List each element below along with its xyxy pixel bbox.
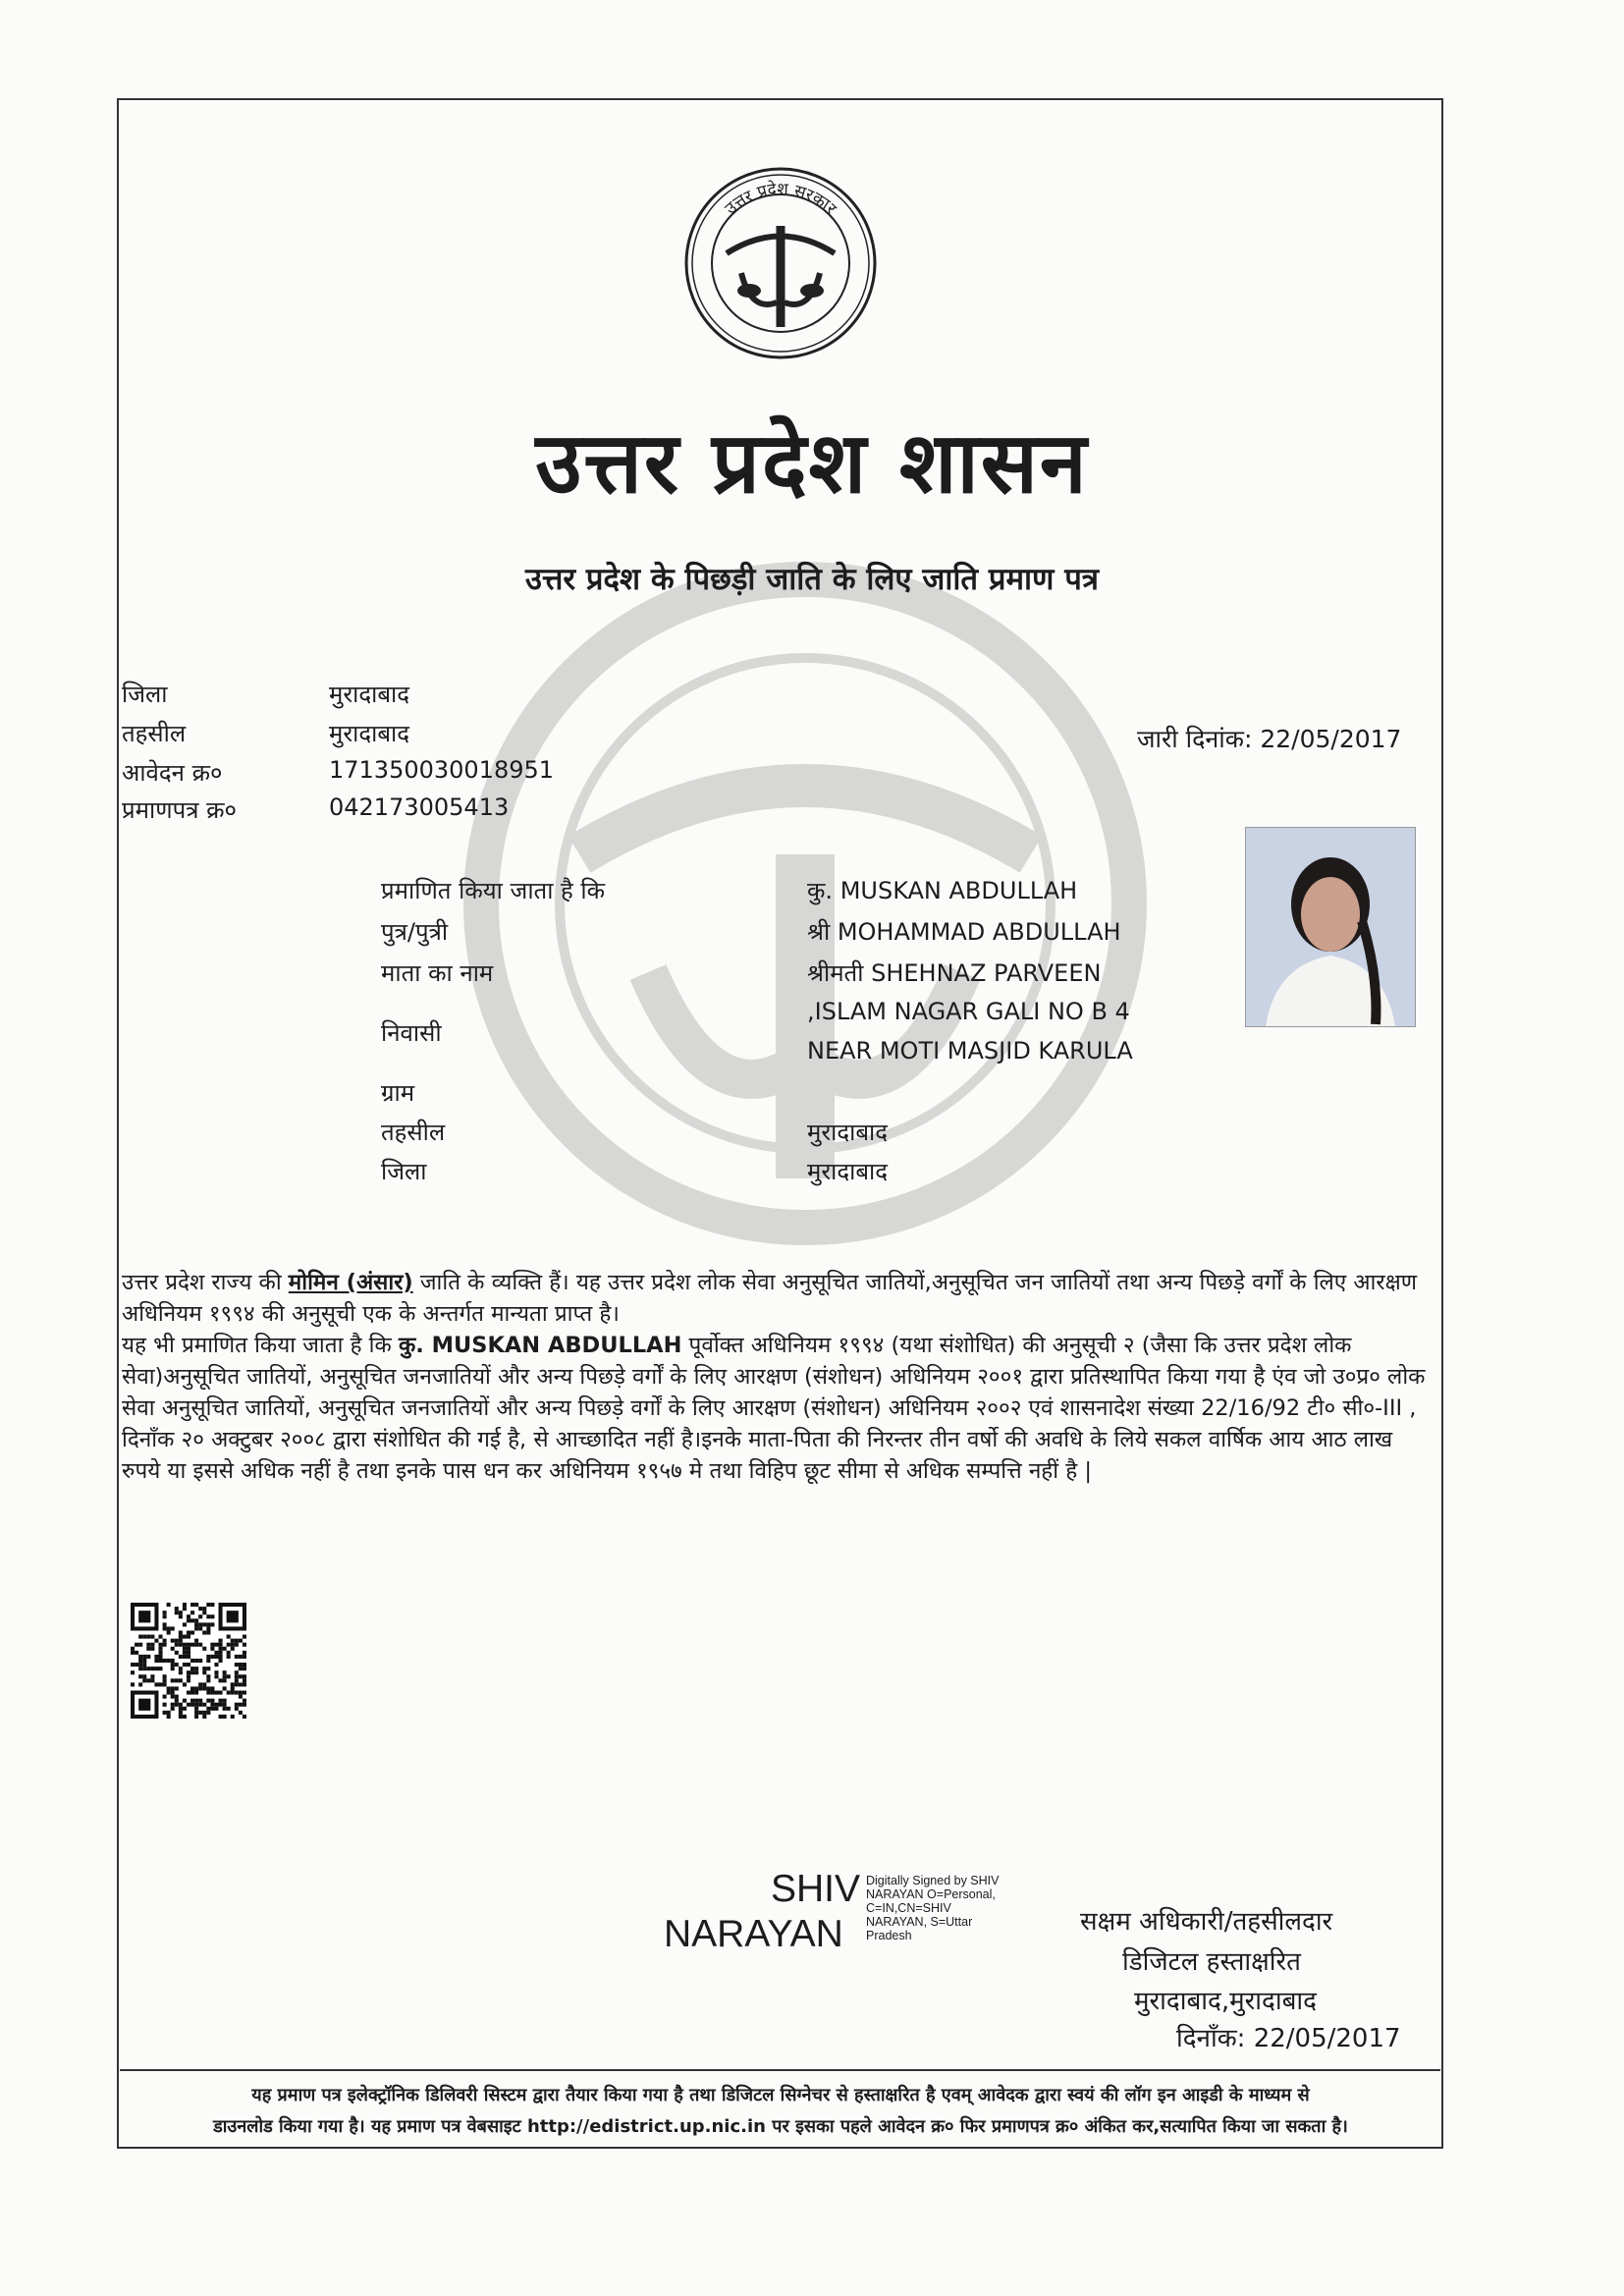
village-label: ग्राम (381, 1079, 415, 1107)
declaration-name: कु. MUSKAN ABDULLAH (398, 1333, 682, 1358)
resident-district-value: मुरादाबाद (807, 1158, 889, 1185)
authority-designation: सक्षम अधिकारी/तहसीलदार (1080, 1907, 1333, 1937)
address-line-1: ,ISLAM NAGAR GALI NO B 4 (807, 998, 1130, 1025)
digital-sign-line: NARAYAN O=Personal, (866, 1887, 996, 1901)
svg-text:उत्तर प्रदेश सरकार: उत्तर प्रदेश सरकार (721, 179, 840, 219)
resident-tehsil-value: मुरादाबाद (807, 1119, 889, 1146)
declaration-paragraph (122, 1330, 1428, 1487)
footer-divider (120, 2069, 1440, 2071)
caste-paragraph-text: जाति के व्यक्ति हैं। यह उत्तर प्रदेश लोक सेवा अनुसूचित जातियों,अनुसूचित जन जातियों तथा अन्य पिछड़े वर्गों के लिए आरक्षण अधिनियम १९९४ की अनुसूची एक के अन्तर्गत मान्यता प्राप्त है। (122, 1270, 1417, 1327)
resident-tehsil-label: तहसील (381, 1119, 446, 1146)
resident-district-label: जिला (381, 1158, 427, 1185)
digital-signature-details (866, 1874, 999, 1942)
signer-name-line-2: NARAYAN (664, 1913, 843, 1955)
issue-date (1137, 722, 1401, 755)
digital-sign-line: NARAYAN, S=Uttar (866, 1915, 973, 1929)
issue-date-value: 22/05/2017 (1260, 725, 1402, 753)
digital-sign-line: Digitally Signed by SHIV (866, 1874, 1000, 1887)
footer-line-2: डाउनलोड किया गया है। यह प्रमाण पत्र वेबसाइट http://edistrict.up.nic.in पर इसका पहले आवेदन क्र० फिर प्रमाणपत्र क्र० अंकित कर,सत्यापित किया जा सकता है। (213, 2116, 1348, 2137)
authority-location: मुरादाबाद,मुरादाबाद (1134, 1987, 1317, 2016)
district-value: मुरादाबाद (329, 681, 410, 708)
digital-sign-line: Pradesh (866, 1929, 912, 1942)
signature-date-value: 22/05/2017 (1253, 2024, 1401, 2053)
district-label: जिला (122, 681, 168, 708)
up-government-emblem (682, 165, 879, 361)
signature-date-label: दिनाँक: (1176, 2024, 1246, 2053)
page-title: उत्तर प्रदेश शासन (535, 413, 1089, 513)
certificate-body (122, 1267, 1428, 1487)
resident-label: निवासी (381, 1019, 442, 1047)
issue-date-label: जारी दिनांक: (1137, 725, 1253, 753)
certificate-number-label: प्रमाणपत्र क्र० (122, 796, 237, 824)
qr-code (131, 1603, 246, 1719)
tehsil-value: मुरादाबाद (329, 720, 410, 747)
application-number: 171350030018951 (329, 756, 555, 784)
application-label: आवेदन क्र० (122, 759, 223, 787)
signer-name-line-1: SHIV (771, 1868, 861, 1910)
caste-name: मोमिन (अंसार) (288, 1270, 413, 1295)
applicant-photo (1245, 827, 1416, 1027)
footer-note (128, 2080, 1434, 2143)
applicant-name: कु. MUSKAN ABDULLAH (807, 877, 1078, 904)
father-name: श्री MOHAMMAD ABDULLAH (807, 918, 1121, 946)
declaration-text: पूर्वोक्त अधिनियम १९९४ (यथा संशोधित) की अनुसूची २ (जैसा कि उत्तर प्रदेश लोक सेवा)अनुसूचित जातियों, अनुसूचित जनजातियों और अन्य पिछड़े वर्गों के लिए आरक्षण (संशोधन) अधिनियम २००१ द्वारा प्रतिस्थापित किया गया है एंव जो उ०प्र० लोक सेवा अनुसूचित जातियों, अनुसूचित जनजातियों और अन्य पिछड़े वर्गों के लिए आरक्षण (संशोधन) अधिनियम २००२ एवं शासनादेश संख्या 22/16/92 टी० सी०-III , दिनाँक २० अक्टुबर २००८ द्वारा संशोधित की गई है, से आच्छादित नहीं है।इनके माता-पिता की निरन्तर तीन वर्षो की अवधि के लिये सकल वार्षिक आय आठ लाख रुपये या इससे अधिक नहीं है तथा इनके पास धन कर अधिनियम १९५७ मे तथा विहिप छूट सीमा से अधिक सम्पत्ति नहीं है | (122, 1333, 1426, 1484)
declaration-intro: यह भी प्रमाणित किया जाता है कि (122, 1333, 399, 1358)
signature-date (1176, 2019, 1401, 2054)
certificate-number: 042173005413 (329, 793, 510, 821)
mother-name: श्रीमती SHEHNAZ PARVEEN (807, 959, 1102, 987)
digital-sign-line: C=IN,CN=SHIV (866, 1901, 951, 1915)
certificate-subtitle: उत्तर प्रदेश के पिछड़ी जाति के लिए जाति प्रमाण पत्र (525, 562, 1099, 597)
footer-line-1: यह प्रमाण पत्र इलेक्ट्रॉनिक डिलिवरी सिस्टम द्वारा तैयार किया गया है तथा डिजिटल सिग्नेचर से हस्ताक्षरित है एवम् आवेदक द्वारा स्वयं की लॉग इन आइडी के माध्यम से (251, 2085, 1310, 2105)
caste-paragraph (122, 1267, 1428, 1330)
certified-label: प्रमाणित किया जाता है कि (381, 877, 606, 904)
caste-paragraph-intro: उत्तर प्रदेश राज्य की (122, 1270, 289, 1295)
address-line-2: NEAR MOTI MASJID KARULA (807, 1037, 1133, 1065)
mother-label: माता का नाम (381, 959, 494, 987)
child-of-label: पुत्र/पुत्री (381, 918, 449, 946)
tehsil-label: तहसील (122, 720, 187, 747)
authority-digital-signed: डिजिटल हस्ताक्षरित (1122, 1947, 1301, 1977)
